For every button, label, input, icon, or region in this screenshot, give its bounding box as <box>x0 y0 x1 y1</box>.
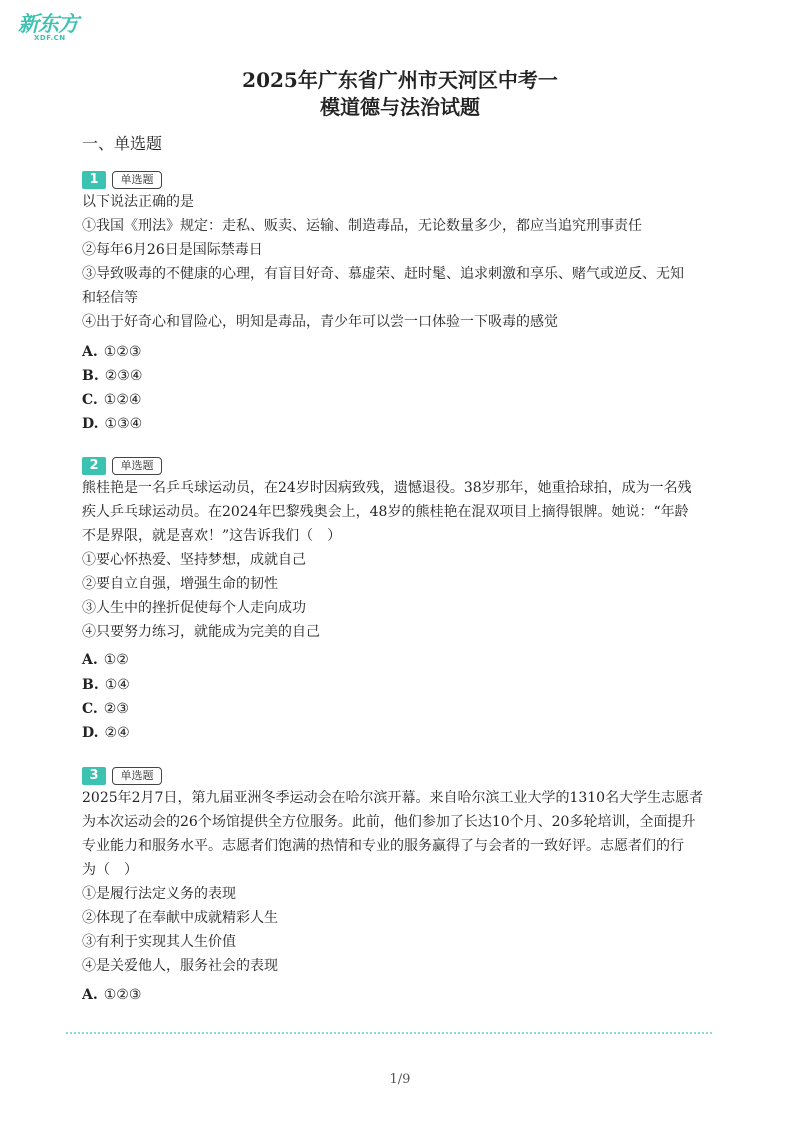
option-a: A. ①② <box>82 652 129 668</box>
option-a: A. ①②③ <box>82 344 142 360</box>
page-number: 1/9 <box>389 1072 411 1087</box>
option-c: C. ②③ <box>82 701 129 717</box>
logo-domain: XDF.CN <box>34 34 66 42</box>
question-stem-line: 2025年2月7日，第九届亚洲冬季运动会在哈尔滨开幕。来自哈尔滨工业大学的1310名大学生志愿者 <box>82 790 704 806</box>
question-type-tag: 单选题 <box>112 457 162 475</box>
question-stem-line: 以下说法正确的是 <box>82 194 194 210</box>
question-stem-line: ②体现了在奉献中成就精彩人生 <box>82 910 278 926</box>
page-divider <box>66 1032 712 1034</box>
option-d: D. ②④ <box>82 725 130 741</box>
option-b: B. ②③④ <box>82 368 143 384</box>
question-stem-line: 为本次运动会的26个场馆提供全方位服务。此前，他们参加了长达10个月、20多轮培训，全面提升 <box>82 814 696 830</box>
logo-text: 新东方 <box>18 12 78 36</box>
question-type-tag: 单选题 <box>112 767 162 785</box>
question-number-badge: 1 <box>82 171 106 189</box>
question-stem-line: 专业能力和服务水平。志愿者们饱满的热情和专业的服务赢得了与会者的一致好评。志愿者们的行 <box>82 838 684 854</box>
question-number-badge: 2 <box>82 457 106 475</box>
question-number-badge: 3 <box>82 767 106 785</box>
question-stem-line: 熊桂艳是一名乒乓球运动员，在24岁时因病致残，遗憾退役。38岁那年，她重拾球拍，成为一名残 <box>82 480 692 496</box>
question-stem-line: ③人生中的挫折促使每个人走向成功 <box>82 600 306 616</box>
section-title: 一、单选题 <box>82 134 163 153</box>
logo <box>18 8 82 48</box>
option-b: B. ①④ <box>82 677 130 693</box>
question-stem-line: ③有利于实现其人生价值 <box>82 934 236 950</box>
question-type-tag: 单选题 <box>112 171 162 189</box>
question-stem-line: ④出于好奇心和冒险心，明知是毒品，青少年可以尝一口体验一下吸毒的感觉 <box>82 314 558 330</box>
question-stem-line: ②要自立自强，增强生命的韧性 <box>82 576 278 592</box>
question-stem-line: 疾人乒乓球运动员。在2024年巴黎残奥会上，48岁的熊桂艳在混双项目上摘得银牌。她说：“年龄 <box>82 504 689 520</box>
page-title-line2: 模道德与法治试题 <box>320 95 480 119</box>
question-stem-line: ①要心怀热爱、坚持梦想，成就自己 <box>82 552 306 568</box>
question-stem-line: 不是界限，就是喜欢！”这告诉我们（ ） <box>82 528 342 544</box>
question-stem-line: ④只要努力练习，就能成为完美的自己 <box>82 624 320 640</box>
question-stem-line: ①我国《刑法》规定：走私、贩卖、运输、制造毒品，无论数量多少，都应当追究刑事责任 <box>82 218 642 234</box>
question-stem-line: ①是履行法定义务的表现 <box>82 886 236 902</box>
question-stem-line: ④是关爱他人，服务社会的表现 <box>82 958 278 974</box>
question-stem-line: ③导致吸毒的不健康的心理，有盲目好奇、慕虚荣、赶时髦、追求刺激和享乐、赌气或逆反、无知 <box>82 266 684 282</box>
question-stem-line: 为（ ） <box>82 862 138 878</box>
question-stem-line: 和轻信等 <box>82 290 138 306</box>
option-a: A. ①②③ <box>82 987 142 1003</box>
option-c: C. ①②④ <box>82 392 142 408</box>
question-stem-line: ②每年6月26日是国际禁毒日 <box>82 242 263 258</box>
page-title-line1: 2025年广东省广州市天河区中考一 <box>242 68 558 92</box>
option-d: D. ①③④ <box>82 416 143 432</box>
